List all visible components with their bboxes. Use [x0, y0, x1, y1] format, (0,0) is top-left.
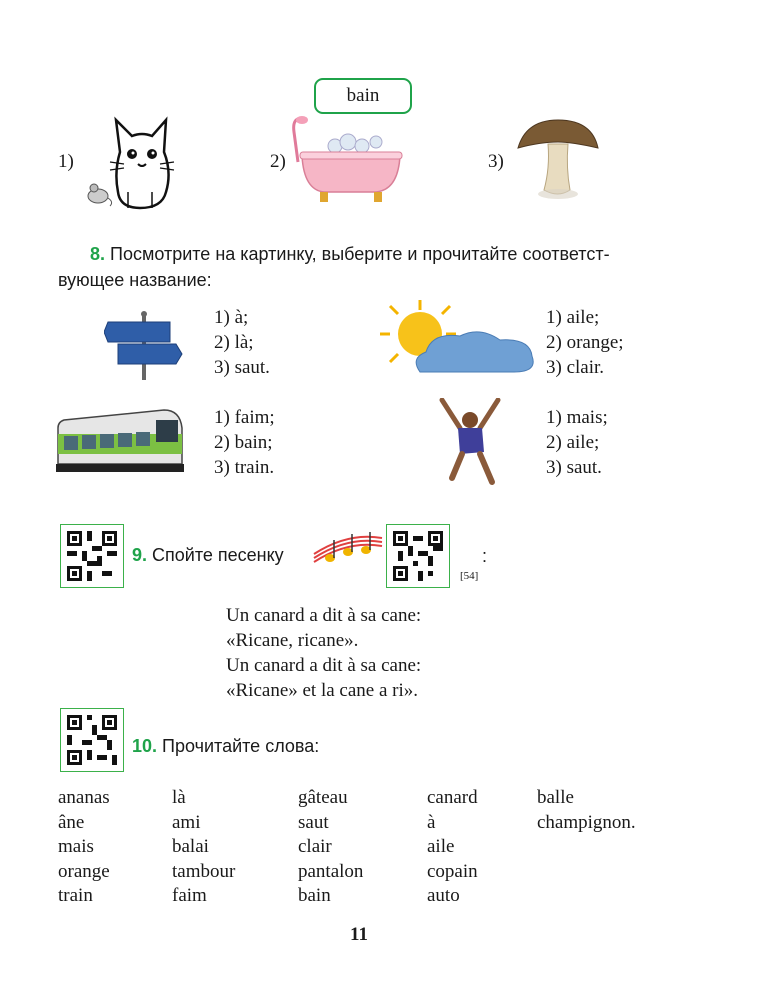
- song-line: Un canard a dit à sa cane:: [226, 605, 422, 626]
- sun-cloud-image: [380, 300, 540, 380]
- word: saut: [298, 811, 329, 833]
- option: 1) faim;: [214, 407, 275, 428]
- ex8-group-4-options: [546, 406, 608, 481]
- word-bubble: bain: [314, 78, 412, 114]
- word: canard: [427, 787, 478, 808]
- word: auto: [427, 885, 460, 906]
- word: tambour: [172, 860, 236, 882]
- jumping-girl-image: [430, 398, 510, 490]
- ex9-instruction-text: Спойте песенку: [147, 545, 284, 565]
- cat-and-mouse-image: [80, 112, 190, 212]
- word: copain: [427, 860, 478, 882]
- word-column-5: [537, 786, 636, 909]
- option: 2) aile;: [546, 432, 600, 453]
- ex9-colon: :: [482, 546, 488, 566]
- song-line: «Ricane» et la cane a ri».: [226, 680, 419, 701]
- word: à: [427, 811, 436, 833]
- word: balle: [537, 787, 574, 808]
- word: gâteau: [298, 787, 348, 808]
- word-column-2: [172, 786, 235, 909]
- word: âne: [58, 811, 85, 833]
- word: train: [58, 885, 93, 906]
- word: [537, 835, 636, 860]
- word: [537, 884, 636, 909]
- word: aile: [427, 836, 455, 857]
- ex9-reference: [54]: [460, 570, 479, 582]
- qr-code-ex10[interactable]: [60, 708, 124, 772]
- ex8-instruction-line1: Посмотрите на картинку, выберите и прочитайте соответст-: [105, 244, 610, 264]
- qr-icon: [393, 531, 443, 581]
- song-line: «Ricane, ricane».: [226, 630, 359, 651]
- qr-code-song[interactable]: [386, 524, 450, 588]
- qr-code-ex9[interactable]: [60, 524, 124, 588]
- option: 1) à;: [214, 307, 249, 328]
- word: ananas: [58, 787, 110, 808]
- word: [537, 860, 636, 885]
- word: pantalon: [298, 860, 364, 882]
- signpost-image: [104, 310, 184, 382]
- ex8-group-1-options: [214, 306, 270, 381]
- ex10-instruction-text: Прочитайте слова:: [157, 736, 320, 756]
- word: champignon.: [537, 811, 636, 833]
- ex9-number: 9.: [132, 545, 148, 565]
- item-1-number: 1): [58, 151, 74, 172]
- word: bain: [298, 885, 331, 906]
- ex8-instruction-line2: вующее название:: [58, 270, 212, 290]
- train-image: [56, 404, 184, 476]
- word: là: [172, 787, 186, 808]
- option: 3) saut.: [546, 457, 602, 478]
- word-column-3: [298, 786, 363, 909]
- ex9-instruction: [132, 545, 284, 566]
- option: 3) saut.: [214, 357, 270, 378]
- word-column-4: [427, 786, 478, 909]
- ex10-number: 10.: [132, 736, 158, 756]
- option: 2) bain;: [214, 432, 273, 453]
- bathtub-image: [290, 112, 405, 208]
- song-line: Un canard a dit à sa cane:: [226, 655, 422, 676]
- music-notes-icon: [312, 524, 384, 568]
- word-column-1: [58, 786, 110, 909]
- mushroom-image: [512, 118, 602, 202]
- option: 1) aile;: [546, 307, 600, 328]
- ex10-instruction: [132, 736, 319, 757]
- word: orange: [58, 860, 110, 882]
- option: 2) orange;: [546, 332, 624, 353]
- ex8-group-2-options: [546, 306, 624, 381]
- ex8-number: 8.: [90, 244, 106, 264]
- option: 3) train.: [214, 457, 275, 478]
- word: mais: [58, 836, 94, 857]
- page-number: 11: [350, 924, 368, 945]
- item-2-number: 2): [270, 151, 286, 172]
- item-3-number: 3): [488, 151, 504, 172]
- word: faim: [172, 885, 207, 906]
- ex8-instruction: [90, 244, 710, 265]
- option: 2) là;: [214, 332, 254, 353]
- qr-icon: [67, 531, 117, 581]
- word: ami: [172, 811, 201, 833]
- word: clair: [298, 836, 332, 857]
- ex8-group-3-options: [214, 406, 275, 481]
- song-lyrics: [226, 603, 421, 703]
- word: balai: [172, 836, 209, 857]
- option: 3) clair.: [546, 357, 605, 378]
- option: 1) mais;: [546, 407, 608, 428]
- qr-icon: [67, 715, 117, 765]
